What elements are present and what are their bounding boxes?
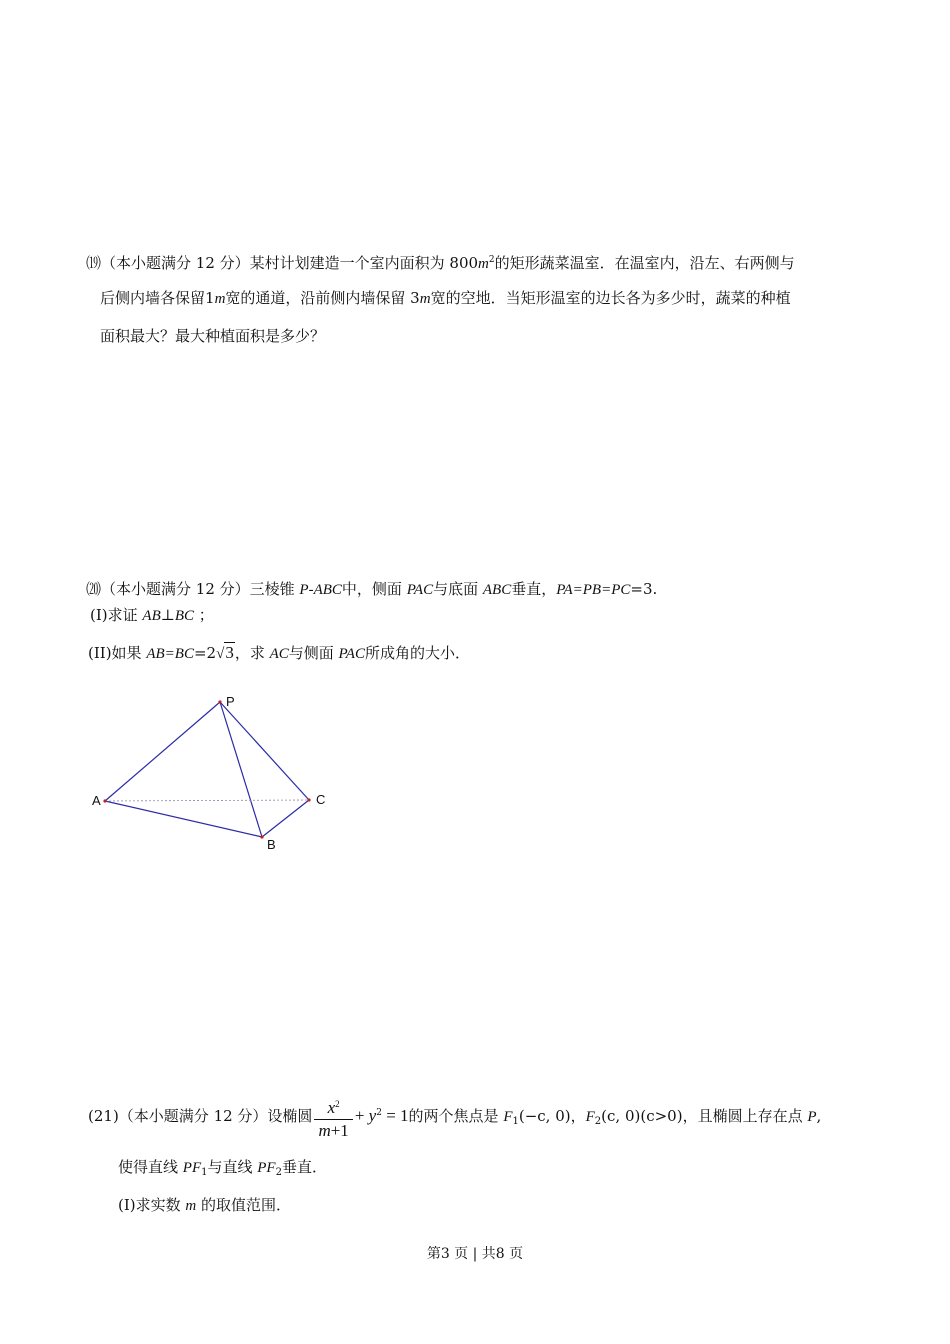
pf2: PF <box>257 1160 276 1176</box>
q20-part1-end: ； <box>194 606 214 624</box>
label-b: B <box>267 837 276 852</box>
q20-ab-bc: AB=BC <box>146 646 194 662</box>
q21-mid: 的两个焦点是 <box>408 1107 504 1125</box>
q21-text-2a: 使得直线 <box>118 1158 183 1176</box>
f2-sub: 2 <box>594 1116 602 1127</box>
q21-number: (21) <box>88 1107 119 1125</box>
q21-text-2b: 与直线 <box>207 1158 258 1176</box>
y-exp: 2 <box>376 1108 382 1118</box>
edge-pa <box>105 702 220 801</box>
vertex-a <box>103 799 106 802</box>
q21-tail2: , <box>816 1107 822 1125</box>
q20-text-1a: 三棱锥 <box>249 580 300 598</box>
pf2-sub: 2 <box>275 1167 282 1178</box>
var-m: m <box>185 1198 197 1214</box>
pyramid-figure <box>80 690 440 870</box>
q20-pabc: P-ABC <box>299 582 342 598</box>
q19-number: ⒆ <box>86 254 102 272</box>
frac-x: x <box>327 1097 336 1117</box>
q19-unit-m: m <box>478 256 489 272</box>
edge-bc <box>262 800 309 837</box>
q21-lead: 设椭圆 <box>267 1107 313 1125</box>
label-p: P <box>226 694 235 709</box>
q20-part-1 <box>90 605 214 626</box>
sqrt-three: √3 <box>216 643 234 662</box>
q19-unit-m-2: m <box>214 291 226 307</box>
c-condition: (c>0) <box>640 1107 683 1125</box>
edge-pc <box>220 702 309 800</box>
q20-ab: AB <box>142 608 161 624</box>
pf1: PF <box>182 1160 202 1176</box>
q20-two: =2 <box>193 644 217 662</box>
q19-text-2b: 宽的通道，沿前侧内墙保留 3 <box>225 289 420 307</box>
q20-part-2 <box>88 643 470 664</box>
q20-pac: PAC <box>406 582 434 598</box>
point-p: P <box>807 1109 817 1125</box>
q21-part1-label: (I)求实数 <box>118 1196 186 1214</box>
q20-part2-mid: ，求 <box>234 644 270 662</box>
q19-line-2 <box>100 288 791 309</box>
frac-plus-one: +1 <box>330 1120 349 1140</box>
q19-text-2a: 后侧内墙各保留 <box>100 289 206 307</box>
f1: F <box>503 1109 513 1125</box>
q21-line-2 <box>118 1157 327 1183</box>
q19-one: 1 <box>205 289 215 307</box>
q19-unit-m-3: m <box>419 291 431 307</box>
label-a: A <box>92 793 101 808</box>
q21-text-2c: 垂直． <box>281 1158 327 1176</box>
frac-exp: 2 <box>335 1098 340 1109</box>
q19-text-3: 面积最大？最大种植面积是多少？ <box>100 327 326 345</box>
q21-line-1 <box>88 1090 821 1145</box>
q19-text-1b: 的矩形蔬菜温室．在温室内，沿左、右两侧与 <box>494 254 795 272</box>
q21-part1-end: 的取值范围． <box>196 1196 292 1214</box>
edge-ab <box>105 801 262 837</box>
q20-eq3: =3. <box>630 580 658 598</box>
q19-line-3 <box>100 326 325 346</box>
edge-ac-hidden <box>105 800 309 801</box>
sqrt-radicand: 3 <box>225 643 234 662</box>
frac-m: m <box>318 1120 331 1140</box>
f2: F <box>585 1109 595 1125</box>
f1-coord: (−c, 0)， <box>518 1107 586 1125</box>
q21-part-1 <box>118 1195 291 1216</box>
plus-sign: + <box>354 1106 369 1125</box>
q20-number: ⒇ <box>86 580 102 598</box>
q21-points: （本小题满分 12 分） <box>118 1107 268 1125</box>
perp-symbol: ⊥ <box>160 606 175 624</box>
q19-sq: 2 <box>488 255 495 265</box>
q19-text-1: 某村计划建造一个室内面积为 800 <box>249 254 479 272</box>
q19-text-2c: 宽的空地．当矩形温室的边长各为多少时，蔬菜的种植 <box>430 289 791 307</box>
q20-text-1b: 中，侧面 <box>341 580 407 598</box>
q21-tail: ，且椭圆上存在点 <box>682 1107 808 1125</box>
q20-part2-mid2: 与侧面 <box>288 644 339 662</box>
q20-part1-label: (I)求证 <box>90 606 143 624</box>
q20-part2-label: (II)如果 <box>88 644 147 662</box>
f1-sub: 1 <box>512 1116 519 1127</box>
q20-eqs: PA=PB=PC <box>556 582 631 598</box>
q20-abc: ABC <box>482 582 512 598</box>
q20-text-1d: 垂直， <box>511 580 557 598</box>
vertex-p <box>218 700 221 703</box>
edge-pb <box>220 702 262 837</box>
vertex-b <box>260 835 263 838</box>
q20-points: （本小题满分 12 分） <box>101 580 250 598</box>
q19-points: （本小题满分 12 分） <box>101 254 250 272</box>
q20-text-1c: 与底面 <box>433 580 483 598</box>
q20-pac-2: PAC <box>338 646 365 662</box>
q20-bc: BC <box>174 608 195 624</box>
q20-line-1 <box>86 579 657 600</box>
label-c: C <box>316 792 326 807</box>
vertex-c <box>307 798 310 801</box>
q20-part2-end: 所成角的大小． <box>364 644 470 662</box>
q20-ac: AC <box>269 646 289 662</box>
q19-line-1 <box>86 250 795 274</box>
equals-one: = 1 <box>381 1106 409 1125</box>
var-y: y <box>368 1106 377 1125</box>
f2-coord: (c, 0) <box>601 1107 641 1125</box>
pf1-sub: 1 <box>201 1167 208 1178</box>
ellipse-fraction <box>314 1093 352 1142</box>
page-footer: 第3 页 | 共8 页 <box>426 1246 524 1262</box>
